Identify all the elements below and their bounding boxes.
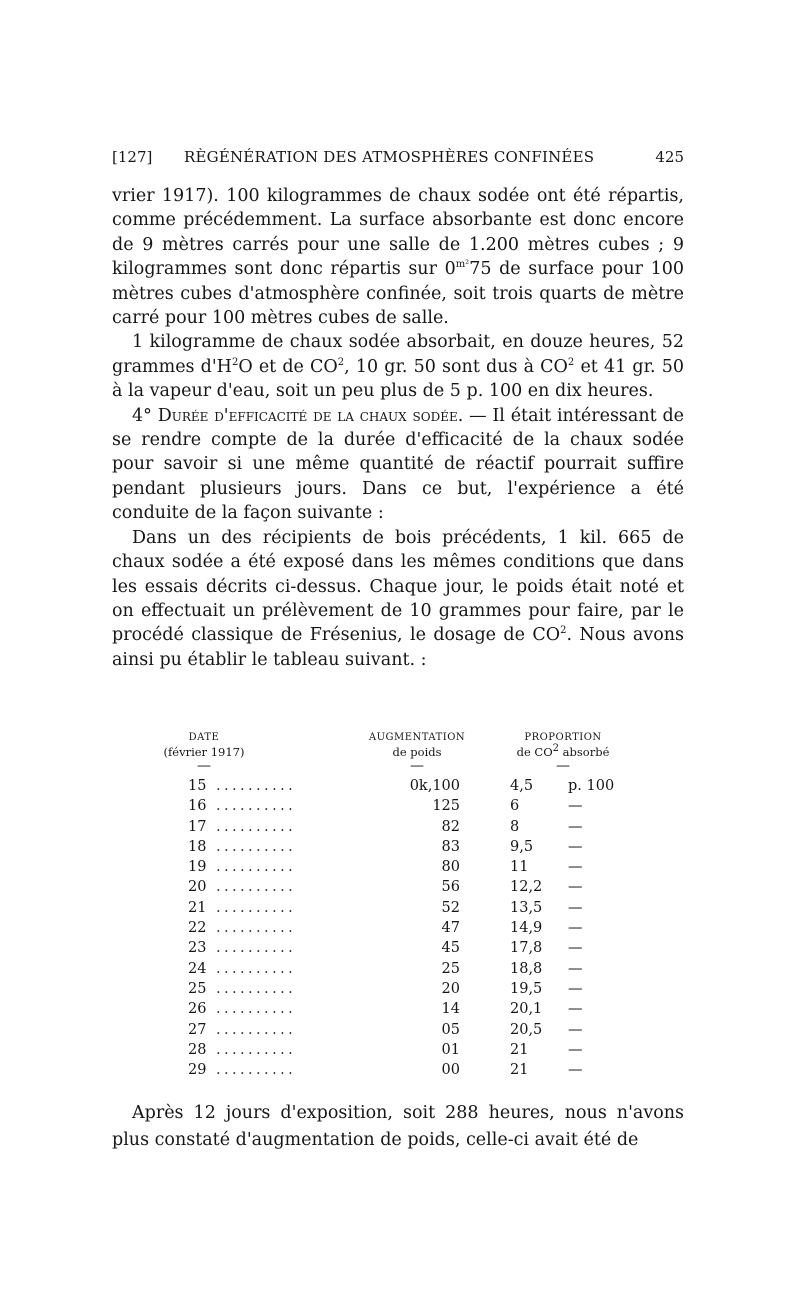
cell-proportion: 12,2: [510, 879, 543, 896]
table-row: [112, 798, 684, 818]
cell-augmentation: 20: [441, 980, 460, 997]
cell-proportion: 14,9: [510, 920, 543, 937]
table-row: [112, 819, 684, 839]
cell-proportion: 4,5: [510, 778, 534, 794]
cell-proportion: 11: [510, 859, 529, 876]
paragraph-4: [112, 526, 684, 672]
cell-date: 25: [188, 980, 207, 997]
cell-date: 19: [188, 859, 207, 876]
table-row: [112, 1042, 684, 1062]
leader-dots: ..........: [216, 859, 297, 876]
cell-unit: —: [568, 960, 583, 977]
cell-proportion: 8: [510, 818, 520, 835]
header-sublabel: (février 1917): [163, 745, 245, 759]
cell-unit: —: [568, 1001, 583, 1018]
cell-proportion: 9,5: [510, 838, 534, 855]
leader-dots: ..........: [216, 778, 297, 794]
cell-date: 17: [188, 818, 207, 835]
header-label: DATE: [188, 732, 220, 743]
paragraph-1: [112, 184, 684, 330]
header-sublabel: absorbé: [559, 745, 610, 759]
cell-unit: —: [568, 920, 583, 937]
cell-augmentation: 82: [441, 818, 460, 835]
cell-augmentation: 01: [441, 1041, 460, 1058]
leader-dots: ..........: [216, 960, 297, 977]
cell-unit: —: [568, 1021, 583, 1038]
cell-date: 18: [188, 838, 207, 855]
superscript: 2: [337, 357, 345, 369]
page-number: 425: [655, 148, 684, 166]
leader-dots: ..........: [216, 980, 297, 997]
cell-proportion: 13,5: [510, 899, 543, 916]
paragraph-5: Après 12 jours d'exposition, soit 288 heures, nous n'avons plus constaté d'augmentation de poids, celle-ci avait été de: [112, 1103, 684, 1150]
cell-date: 26: [188, 1001, 207, 1018]
table-row: [112, 839, 684, 859]
cell-augmentation: 52: [441, 899, 460, 916]
text-span: — Il était intéressant de se rendre compte de la durée d'efficacité de la chaux sodée pour savoir si une même quantité de réactif pourrait suffire pendant plusieurs jours. Dans ce but, l'expérience a été conduite de la façon suivante :: [112, 405, 684, 524]
header-sublabel: de CO: [516, 745, 553, 759]
cell-date: 22: [188, 920, 207, 937]
cell-date: 28: [188, 1041, 207, 1058]
leader-dots: ..........: [216, 798, 297, 815]
table-row: [112, 900, 684, 920]
cell-unit: —: [568, 838, 583, 855]
header-date: [156, 729, 252, 773]
header-label: PROPORTION: [524, 732, 602, 743]
table-row: [112, 981, 684, 1001]
table-header: [112, 729, 684, 779]
cell-proportion: 18,8: [510, 960, 543, 977]
cell-proportion: 21: [510, 1062, 529, 1079]
cell-augmentation: 0k,100: [409, 778, 460, 794]
cell-date: 21: [188, 899, 207, 916]
running-header: [112, 148, 684, 172]
cell-proportion: 21: [510, 1041, 529, 1058]
superscript: 2: [231, 357, 239, 369]
header-augmentation: [357, 729, 477, 773]
superscript: 2: [560, 625, 567, 637]
leader-dots: ..........: [216, 838, 297, 855]
cell-date: 20: [188, 879, 207, 896]
header-sublabel: de poids: [392, 745, 442, 759]
cell-proportion: 17,8: [510, 940, 543, 957]
body-text: [112, 184, 684, 672]
text-span: et 41 gr. 50 à la vapeur d'eau, soit un peu plus de 5 p. 100 en dix heures.: [112, 356, 684, 402]
table-row: [112, 879, 684, 899]
cell-date: 15: [188, 778, 207, 794]
text-span: Dans un des récipients de bois précédents, 1 kil. 665 de chaux sodée a été exposé dans les mêmes conditions que dans les essais décrits ci-dessus. Chaque jour, le poids était noté et on effectuait un prélèvement de 10 grammes pour faire, par le procédé classique de Frésenius, le dosage de CO: [112, 527, 684, 646]
cell-date: 24: [188, 960, 207, 977]
header-dash: —: [197, 758, 211, 774]
cell-proportion: 6: [510, 798, 520, 815]
leader-dots: ..........: [216, 1001, 297, 1018]
cell-unit: —: [568, 980, 583, 997]
cell-date: 16: [188, 798, 207, 815]
cell-unit: —: [568, 859, 583, 876]
header-dash: —: [556, 758, 570, 774]
cell-augmentation: 00: [441, 1062, 460, 1079]
cell-augmentation: 83: [441, 838, 460, 855]
closing-text: [112, 1100, 684, 1154]
cell-augmentation: 56: [441, 879, 460, 896]
cell-date: 23: [188, 940, 207, 957]
cell-date: 27: [188, 1021, 207, 1038]
cell-proportion: 19,5: [510, 980, 543, 997]
leader-dots: ..........: [216, 1062, 297, 1079]
cell-unit: —: [568, 940, 583, 957]
paragraph-2: [112, 330, 684, 403]
cell-unit: —: [568, 1041, 583, 1058]
cell-proportion: 20,1: [510, 1001, 543, 1018]
text-span: 1 kilogramme de chaux sodée absorbait, en douze heures, 52 grammes d'H: [112, 332, 684, 377]
cell-augmentation: 80: [441, 859, 460, 876]
table-row: [112, 920, 684, 940]
superscript: m²: [455, 259, 470, 271]
table-body: [112, 778, 684, 1082]
cell-unit: —: [568, 818, 583, 835]
cell-unit: p. 100: [568, 778, 615, 794]
cell-augmentation: 125: [432, 798, 460, 815]
cell-augmentation: 45: [441, 940, 460, 957]
text-span: vrier 1917). 100 kilogrammes de chaux sodée ont été répartis, comme précédemment. La surface absorbante est donc encore de 9 mètres carrés pour une salle de 1.200 mètres cubes ; 9 kilogrammes sont donc répartis sur 0: [112, 186, 684, 280]
cell-augmentation: 05: [441, 1021, 460, 1038]
leader-dots: ..........: [216, 920, 297, 937]
header-label: AUGMENTATION: [368, 732, 466, 743]
section-heading: 4° Durée d'efficacité de la chaux sodée.: [132, 405, 464, 426]
text-span: . Nous avons ainsi pu établir le tableau suivant. :: [112, 625, 684, 670]
cell-proportion: 20,5: [510, 1021, 543, 1038]
table-row: [112, 1001, 684, 1021]
running-title: RÈGÉNÉRATION DES ATMOSPHÈRES CONFINÉES: [184, 148, 595, 166]
text-span: , 10 gr. 50 sont dus à CO: [344, 356, 568, 377]
table-row: [112, 1022, 684, 1042]
leader-dots: ..........: [216, 818, 297, 835]
table-row: [112, 940, 684, 960]
table-row: [112, 859, 684, 879]
leader-dots: ..........: [216, 899, 297, 916]
cell-augmentation: 14: [441, 1001, 460, 1018]
leader-dots: ..........: [216, 940, 297, 957]
cell-unit: —: [568, 899, 583, 916]
text-span: O et de CO: [238, 356, 338, 377]
chapter-ref: [127]: [112, 148, 153, 166]
table-row: [112, 1062, 684, 1082]
leader-dots: ..........: [216, 1021, 297, 1038]
cell-augmentation: 25: [441, 960, 460, 977]
cell-unit: —: [568, 879, 583, 896]
header-dash: —: [410, 758, 424, 774]
cell-unit: —: [568, 798, 583, 815]
paragraph-3: [112, 404, 684, 526]
header-proportion: [504, 729, 622, 773]
leader-dots: ..........: [216, 1041, 297, 1058]
cell-augmentation: 47: [441, 920, 460, 937]
text-span: 75 de surface pour 100 mètres cubes d'atmosphère confinée, soit trois quarts de mètre carré pour 100 mètres cubes de salle.: [112, 259, 684, 329]
cell-unit: —: [568, 1062, 583, 1079]
table-row: [112, 961, 684, 981]
table-row: [112, 778, 684, 798]
superscript: 2: [567, 357, 575, 369]
superscript: 2: [552, 743, 560, 755]
leader-dots: ..........: [216, 879, 297, 896]
cell-date: 29: [188, 1062, 207, 1079]
